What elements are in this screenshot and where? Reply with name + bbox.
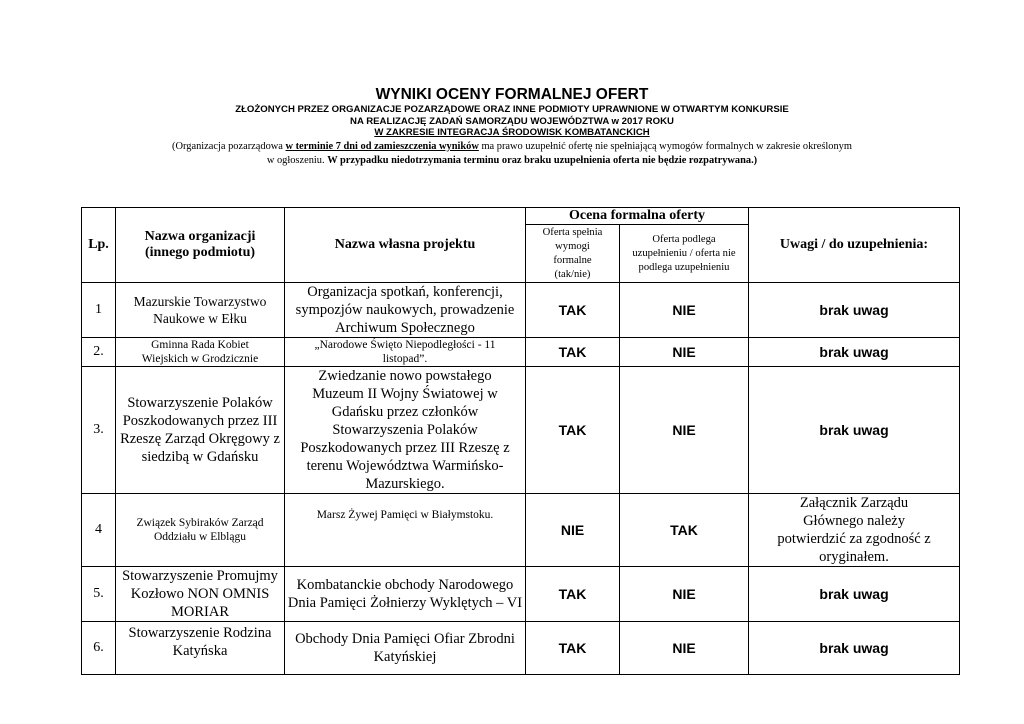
header-evaluation: Ocena formalna oferty (526, 208, 749, 225)
row-project: Marsz Żywej Pamięci w Białymstoku. (285, 494, 526, 567)
notice-part-d: w ogłoszeniu. (266, 154, 328, 166)
row-notes: brak uwag (749, 622, 960, 675)
document-title: WYNIKI OCENY FORMALNEJ OFERT (375, 86, 649, 103)
table-row (82, 567, 960, 622)
row-organization: Stowarzyszenie Rodzina Katyńska (116, 622, 285, 675)
notice-part-a: (Organizacja pozarządowa (172, 140, 286, 152)
evaluation-table (81, 207, 960, 675)
header-formal: Oferta spełnia wymogi formalne (tak/nie) (526, 225, 620, 283)
subtitle-line-2: NA REALIZACJĘ ZADAŃ SAMORZĄDU WOJEWÓDZTWA w 2017 ROKU (350, 115, 674, 127)
header-organization: Nazwa organizacji (innego podmiotu) (116, 208, 285, 283)
table-row (82, 367, 960, 494)
subtitle-line-3: W ZAKRESIE INTEGRACJA ŚRODOWISK KOMBATANCKICH (374, 127, 650, 138)
row-organization: Gminna Rada Kobiet Wiejskich w Grodzicznie (116, 338, 285, 367)
table-row (82, 283, 960, 338)
row-project: Obchody Dnia Pamięci Ofiar Zbrodni Katyńskiej (285, 622, 526, 675)
row-organization: Stowarzyszenie Polaków Poszkodowanych przez III Rzeszę Zarząd Okręgowy z siedzibą w Gdańsku (116, 367, 285, 494)
row-supplement: NIE (620, 283, 749, 338)
row-notes: brak uwag (749, 283, 960, 338)
row-notes: brak uwag (749, 567, 960, 622)
row-project: Kombatanckie obchody Narodowego Dnia Pamięci Żołnierzy Wyklętych – VI (285, 567, 526, 622)
table-header-row (82, 208, 960, 225)
row-organization: Stowarzyszenie Promujmy Kozłowo NON OMNIS MORIAR (116, 567, 285, 622)
document-header (0, 86, 1024, 168)
row-formal: TAK (526, 283, 620, 338)
row-organization: Mazurskie Towarzystwo Naukowe w Ełku (116, 283, 285, 338)
header-project: Nazwa własna projektu (285, 208, 526, 283)
row-lp: 6. (82, 622, 116, 675)
table-row (82, 338, 960, 367)
row-supplement: TAK (620, 494, 749, 567)
row-supplement: NIE (620, 338, 749, 367)
row-project: Zwiedzanie nowo powstałego Muzeum II Wojny Światowej w Gdańsku przez członków Stowarzyszenia Polaków Poszkodowanych przez III Rzeszę z terenu Województwa Warmińsko-Mazurskiego. (285, 367, 526, 494)
row-lp: 2. (82, 338, 116, 367)
row-notes: Załącznik Zarządu Głównego należy potwierdzić za zgodność z oryginałem. (749, 494, 960, 567)
row-formal: NIE (526, 494, 620, 567)
notice-deadline: w terminie 7 dni od zamieszczenia wyników (285, 140, 479, 152)
header-supplement: Oferta podlega uzupełnieniu / oferta nie podlega uzupełnieniu (620, 225, 749, 283)
row-project: Organizacja spotkań, konferencji, sympozjów naukowych, prowadzenie Archiwum Społecznego (285, 283, 526, 338)
header-notes: Uwagi / do uzupełnienia: (749, 208, 960, 283)
row-notes: brak uwag (749, 338, 960, 367)
row-lp: 1 (82, 283, 116, 338)
row-notes: brak uwag (749, 367, 960, 494)
header-lp: Lp. (82, 208, 116, 283)
row-supplement: NIE (620, 622, 749, 675)
notice-part-c: ma prawo uzupełnić ofertę nie spełniającą wymogów formalnych w zakresie określonym (478, 140, 852, 152)
row-formal: TAK (526, 338, 620, 367)
row-supplement: NIE (620, 367, 749, 494)
table-row (82, 622, 960, 675)
row-organization: Związek Sybiraków Zarząd Oddziału w Elblągu (116, 494, 285, 567)
row-project: „Narodowe Święto Niepodległości - 11 listopad”. (285, 338, 526, 367)
subtitle-line-1: ZŁOŻONYCH PRZEZ ORGANIZACJE POZARZĄDOWE ORAZ INNE PODMIOTY UPRAWNIONE W OTWARTYM KONKURSIE (235, 104, 789, 115)
row-formal: TAK (526, 567, 620, 622)
notice-warning: W przypadku niedotrzymania terminu oraz braku uzupełnienia oferta nie będzie rozpatrywana.) (327, 154, 758, 166)
row-formal: TAK (526, 367, 620, 494)
row-lp: 5. (82, 567, 116, 622)
row-formal: TAK (526, 622, 620, 675)
table-row (82, 494, 960, 567)
notice-paragraph (0, 140, 1024, 168)
row-supplement: NIE (620, 567, 749, 622)
row-lp: 3. (82, 367, 116, 494)
row-lp: 4 (82, 494, 116, 567)
